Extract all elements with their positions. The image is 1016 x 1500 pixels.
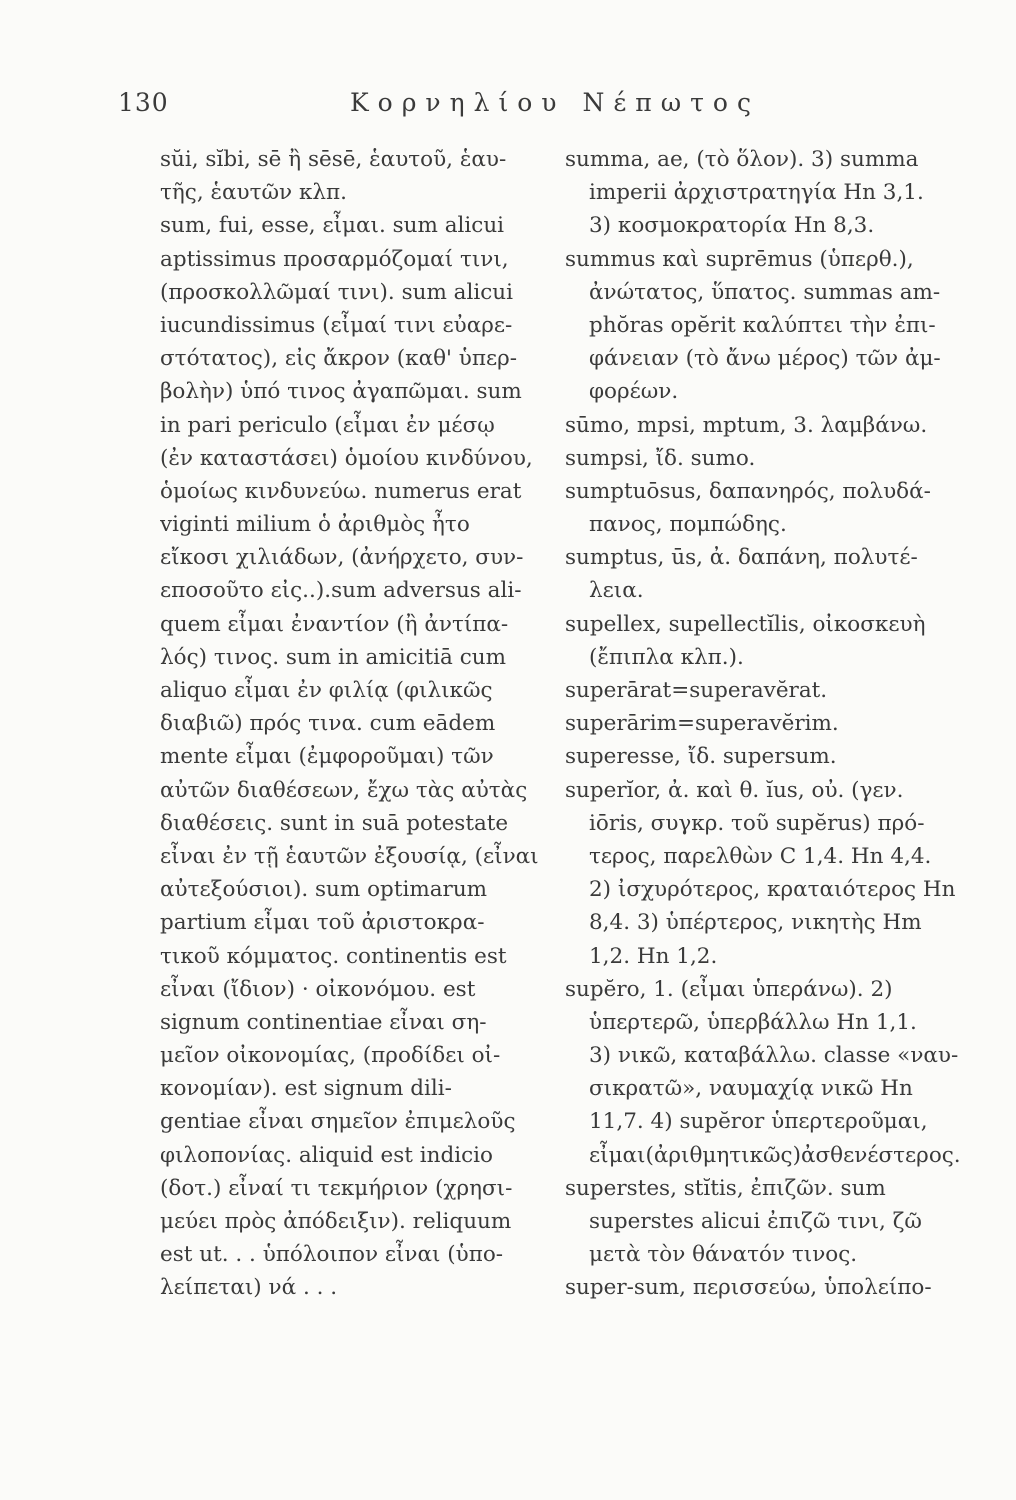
- text-line: 2) ἰσχυρότερος, κραταιότερος Hn: [589, 877, 956, 903]
- page-number: 130: [118, 88, 169, 117]
- text-line: λείπεται) νά . . .: [160, 1275, 338, 1301]
- text-line: supellex, supellectĭlis, οἰκοσκευὴ: [565, 611, 926, 637]
- text-line: summa, ae, (τὸ ὅλον). 3) summa: [565, 147, 919, 172]
- text-line: aliquo εἶμαι ἐν φιλίᾳ (φιλικῶς: [160, 678, 493, 703]
- text-line: 8,4. 3) ὑπέρτερος, νικητὴς Hm: [589, 910, 922, 936]
- text-line: στότατος), εἰς ἄκρον (καθ' ὑπερ-: [160, 346, 518, 372]
- text-line: εἶναι ἐν τῇ ἑαυτῶν ἐξουσίᾳ, (εἶναι: [160, 843, 539, 869]
- text-line: ἀνώτατος, ὕπατος. summas am-: [589, 279, 941, 305]
- text-line: iucundissimus (εἶμαί τινι εὐαρε-: [160, 312, 513, 338]
- text-line: summus καὶ suprēmus (ὑπερθ.),: [565, 246, 914, 272]
- text-line: superārat=superavĕrat.: [565, 678, 828, 703]
- text-line: superesse, ἴδ. supersum.: [565, 744, 837, 770]
- text-line: sŭi, sĭbi, sē ἢ sēsē, ἑαυτοῦ, ἑαυ-: [160, 147, 507, 172]
- text-line: sum, fui, esse, εἶμαι. sum alicui: [160, 213, 505, 239]
- text-line: τῆς, ἑαυτῶν κλπ.: [160, 180, 347, 206]
- text-line: phŏras opĕrit καλύπτει τὴν ἐπι-: [589, 312, 936, 338]
- text-line: αὐτῶν διαθέσεων, ἔχω τὰς αὐτὰς: [160, 777, 528, 803]
- text-line: τικοῦ κόμματος. continentis est: [160, 943, 507, 969]
- text-line: (ἐν καταστάσει) ὁμοίου κινδύνου,: [160, 445, 533, 471]
- text-line: φάνειαν (τὸ ἄνω μέρος) τῶν ἀμ-: [589, 346, 941, 372]
- text-line: 3) κοσμοκρατορία Hn 8,3.: [589, 213, 875, 239]
- text-line: superĭor, ἀ. καὶ θ. ĭus, οὐ. (γεν.: [565, 777, 904, 803]
- text-line: sumpsi, ἴδ. sumo.: [565, 445, 756, 471]
- text-line: ὁμοίως κινδυνεύω. numerus erat: [160, 478, 522, 504]
- text-line: εποσοῦτο εἰς..).sum adversus ali-: [160, 578, 522, 604]
- text-line: (δοτ.) εἶναί τι τεκμήριον (χρησι-: [160, 1175, 513, 1201]
- text-line: iōris, συγκρ. τοῦ supĕrus) πρό-: [589, 810, 925, 836]
- text-line: πανος, πομπώδης.: [589, 512, 787, 538]
- text-line: εἶναι (ἴδιον) · οἰκονόμου. est: [160, 976, 476, 1002]
- running-title: Κορνηλίου Νέπωτος: [350, 88, 760, 117]
- text-line: φιλοπονίας. aliquid est indicio: [160, 1142, 493, 1168]
- text-line: supĕro, 1. (εἶμαι ὑπεράνω). 2): [565, 976, 893, 1002]
- left-column: [160, 143, 545, 1305]
- text-line: μεύει πρὸς ἀπόδειξιν). reliquum: [160, 1209, 512, 1234]
- text-line: superstes, stĭtis, ἐπιζῶν. sum: [565, 1175, 886, 1201]
- page-header: [118, 88, 758, 128]
- text-line: διαθέσεις. sunt in suā potestate: [160, 810, 509, 836]
- text-line: αὐτεξούσιοι). sum optimarum: [160, 877, 488, 903]
- text-line: est ut. . . ὑπόλοιπον εἶναι (ὑπο-: [160, 1242, 504, 1268]
- text-line: κονομίαν). est signum dili-: [160, 1076, 452, 1102]
- text-line: μετὰ τὸν θάνατόν τινος.: [589, 1242, 858, 1268]
- text-line: λός) τινος. sum in amicitiā cum: [160, 644, 506, 670]
- text-line: quem εἶμαι ἐναντίον (ἢ ἀντίπα-: [160, 611, 509, 637]
- text-line: (προσκολλῶμαί τινι). sum alicui: [160, 279, 514, 305]
- text-line: in pari periculo (εἶμαι ἐν μέσῳ: [160, 412, 495, 438]
- text-line: 1,2. Hn 1,2.: [589, 943, 718, 969]
- text-line: διαβιῶ) πρός τινα. cum eādem: [160, 711, 496, 737]
- text-line: super-sum, περισσεύω, ὑπολείπο-: [565, 1275, 932, 1301]
- text-line: sumptus, ūs, ἀ. δαπάνη, πολυτέ-: [565, 545, 918, 571]
- text-line: σικρατῶ», ναυμαχίᾳ νικῶ Hn: [589, 1076, 913, 1102]
- text-line: superstes alicui ἐπιζῶ τινι, ζῶ: [589, 1209, 922, 1234]
- text-line: εἴκοσι χιλιάδων, (ἀνήρχετο, συν-: [160, 545, 524, 571]
- text-line: signum continentiae εἶναι ση-: [160, 1009, 487, 1035]
- text-line: imperii ἀρχιστρατηγία Hn 3,1.: [589, 180, 924, 206]
- text-line: sumptuōsus, δαπανηρός, πολυδά-: [565, 478, 931, 504]
- text-line: τερος, παρελθὼν C 1,4. Hn 4,4.: [589, 843, 932, 869]
- text-line: viginti milium ὁ ἀριθμὸς ἦτο: [160, 512, 470, 538]
- text-line: superārim=superavĕrim.: [565, 711, 839, 737]
- text-line: εἶμαι(ἀριθμητικῶς)ἀσθενέστερος.: [589, 1142, 961, 1168]
- text-line: 11,7. 4) supĕror ὑπερτεροῦμαι,: [589, 1109, 928, 1135]
- text-line: (ἔπιπλα κλπ.).: [589, 644, 744, 670]
- right-column: [565, 143, 983, 1305]
- text-line: λεια.: [589, 578, 644, 604]
- text-line: μεῖον οἰκονομίας, (προδίδει οἰ-: [160, 1043, 501, 1069]
- text-line: sūmo, mpsi, mptum, 3. λαμβάνω.: [565, 412, 928, 438]
- text-line: gentiae εἶναι σημεῖον ἐπιμελοῦς: [160, 1109, 516, 1135]
- text-line: mente εἶμαι (ἐμφοροῦμαι) τῶν: [160, 744, 494, 770]
- text-line: partium εἶμαι τοῦ ἀριστοκρα-: [160, 910, 485, 936]
- text-line: βολὴν) ὑπό τινος ἀγαπῶμαι. sum: [160, 379, 522, 405]
- text-line: 3) νικῶ, καταβάλλω. classe «ναυ-: [589, 1043, 959, 1069]
- text-line: aptissimus προσαρμόζομαί τινι,: [160, 246, 509, 272]
- text-line: ὑπερτερῶ, ὑπερβάλλω Hn 1,1.: [589, 1009, 917, 1035]
- text-line: φορέων.: [589, 379, 679, 405]
